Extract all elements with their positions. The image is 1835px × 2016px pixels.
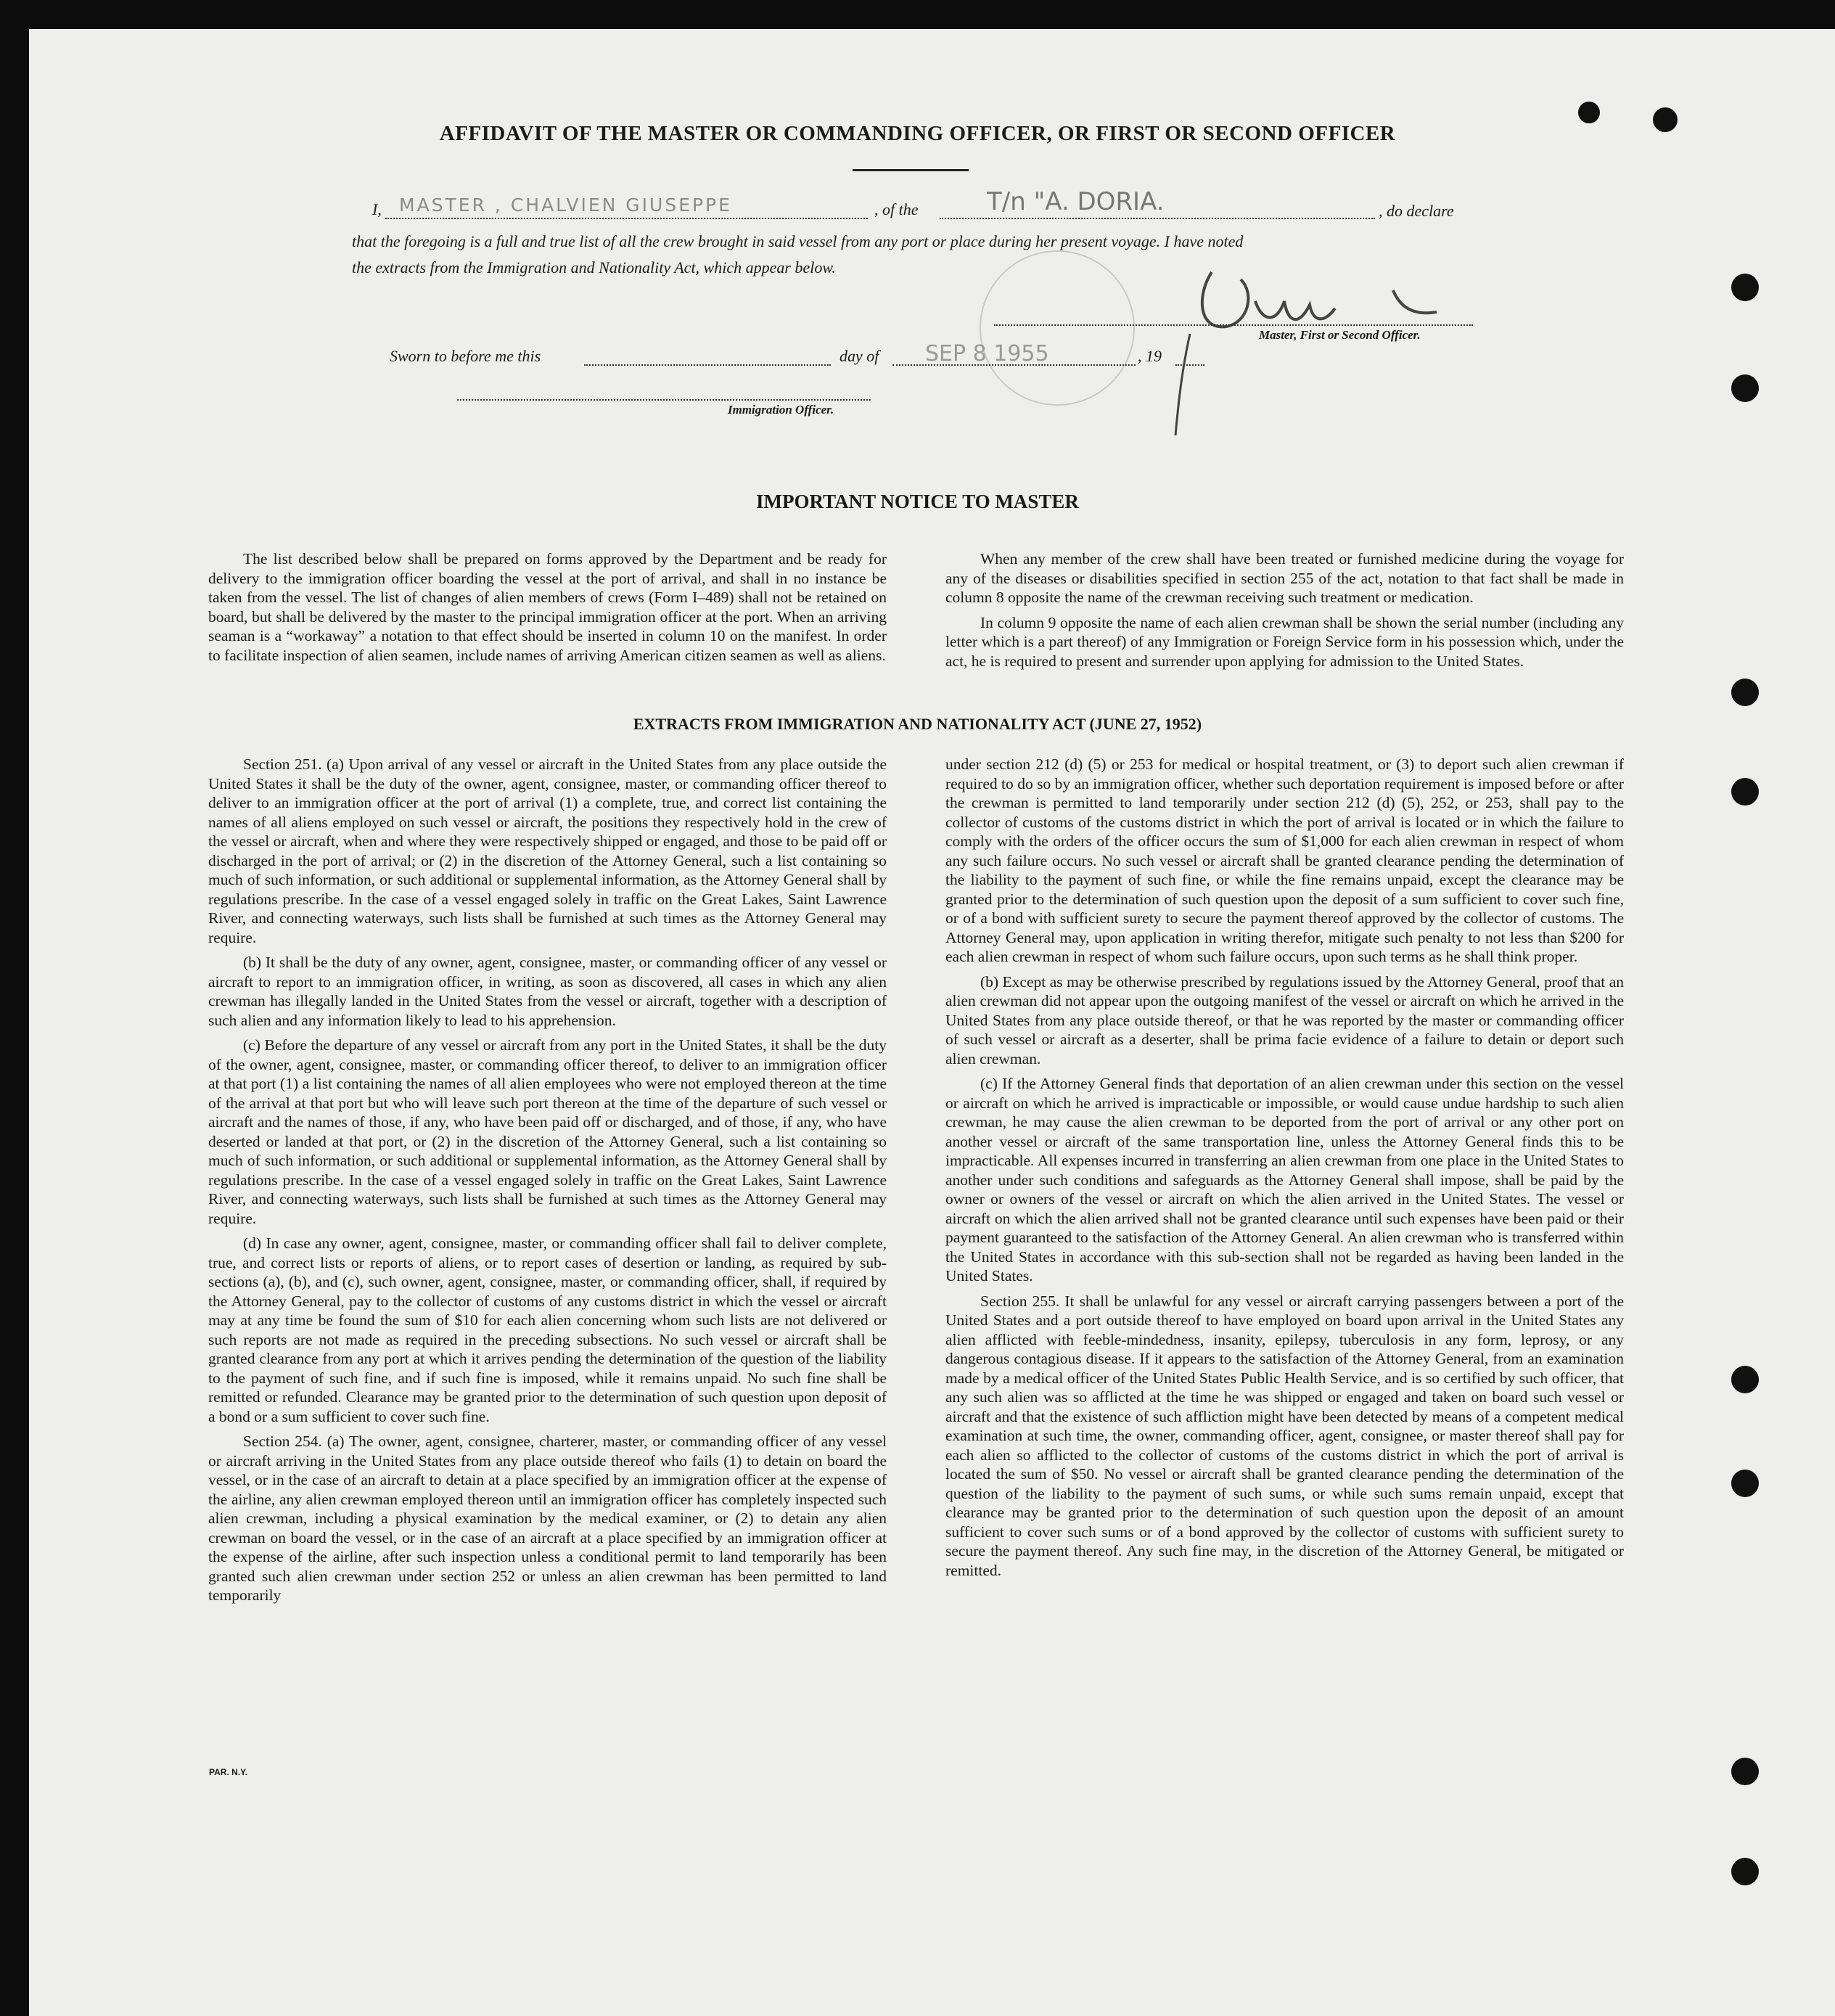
section-255: Section 255. It shall be unlawful for any vessel or aircraft carrying passengers between a port of the United States and a port outside thereof to have employed on board upon arrival in the United States any alien afflicted with feeble-mindedness, insanity, epilepsy, tuberculosis in any form, leprosy, or any dangerous contagious disease. If it appears to the satisfaction of the Attorney General, from an examination made by a medical officer of the United States Public Health Service, and is so certified by such officer, that any such alien was so afflicted at the time he was shipped or engaged and taken on board such vessel or aircraft and that the existence of such affliction might have been detected by means of a competent medical examination at such time, the owner, commanding officer, agent, consignee, or master thereof shall pay for each alien so afflicted to the collector of customs of the customs district in which the port of arrival is located the sum of $50. No vessel or aircraft shall be granted clearance pending the determination of the question of the liability to the payment of such sums, or while such sums remain unpaid, except that clearance may be granted prior to the determination of such question upon the deposit of an amount sufficient to cover such sums or of a bond approved by the collector of customs with sufficient surety to secure the payment thereof. Any such fine may, in the discretion of the Attorney General, be mitigated or remitted.: [945, 1292, 1624, 1579]
signature-line: [994, 324, 1473, 326]
notice-left-column: [208, 549, 887, 671]
extracts-title: EXTRACTS FROM IMMIGRATION AND NATIONALITY ACT (JUNE 27, 1952): [633, 715, 1202, 733]
punch-hole: [1731, 679, 1759, 706]
of-the-label: , of the: [874, 200, 919, 218]
declaration-prefix: I,: [372, 200, 382, 218]
notice-right-paragraph-1: When any member of the crew shall have been treated or furnished medicine during the voyage for any of the diseases or disabilities specified in section 255 of the act, notation to that fact shall be made in column 8 opposite the name of the crewman receiving such treatment or medication.: [945, 550, 1624, 606]
section-251-d: (d) In case any owner, agent, consignee, master, or commanding officer shall fail to deliver complete, true, and correct lists or reports of aliens, or to report cases of desertion or landing, as required by sub-sections (a), (b), and (c), such owner, agent, consignee, master, or commanding officer, shall, if required by the Attorney General, pay to the collector of customs of any customs district in which the vessel or aircraft may at any time be found the sum of $10 for each alien concerning whom such lists are not delivered or such reports are not made as required in the preceding subsections. No such vessel or aircraft shall be granted clearance from any port at which it arrives pending the determination of the question of the liability to the payment of such fine, and if such fine is imposed, while it remains unpaid. No such fine shall be remitted or refunded. Clearance may be granted prior to the determination of such question upon deposit of a bond or a sum sufficient to cover such fine.: [208, 1234, 887, 1425]
extracts-left-column: [208, 755, 887, 1611]
section-251-a: Section 251. (a) Upon arrival of any vessel or aircraft in the United States from any place outside the United States it shall be the duty of the owner, agent, consignee, master, or commanding officer thereof to deliver to an immigration officer at the port of arrival (1) a complete, true, and correct list containing the names of all aliens employed on such vessel or aircraft, the positions they respectively hold in the crew of the vessel or aircraft, when and where they were respectively shipped or engaged, and those to be paid off or discharged in the port of arrival; or (2) in the discretion of the Attorney General, such a list containing so much of such information, or such additional or supplemental information, as the Attorney General shall by regulations prescribe. In the case of a vessel engaged solely in traffic on the Great Lakes, Saint Lawrence River, and connecting waterways, such lists shall be furnished at such times as the Attorney General may require.: [208, 755, 887, 946]
vessel-handwritten: T/n "A. DORIA.: [987, 187, 1165, 216]
declaration-line-2: that the foregoing is a full and true list of all the crew brought in said vessel from any port or place during her present voyage. I have noted: [352, 232, 1244, 250]
section-254-c: (c) If the Attorney General finds that deportation of an alien crewman under this section on the vessel or aircraft on which he arrived is impracticable or impossible, or would cause undue hardship to such alien crewman, he may cause the alien crewman to be deported from the port of arrival or any other port on another vessel or aircraft of the same transportation line, unless the Attorney General finds this to be impracticable. All expenses incurred in transferring an alien crewman from one place in the United States to another under such conditions and safeguards as the Attorney General shall impose, shall be paid by the owner or owners of the vessel or aircraft on which the alien arrived in the United States. The vessel or aircraft on which the alien arrived shall not be granted clearance until such expenses have been paid or their payment guaranteed to the satisfaction of the Attorney General. An alien crewman who is transferred within the United States in accordance with this sub-section shall not be regarded as having been landed in the United States.: [945, 1075, 1624, 1284]
section-254-a: Section 254. (a) The owner, agent, consignee, charterer, master, or commanding officer of any vessel or aircraft arriving in the United States from any place outside thereof who fails (1) to detain on board the vessel, or in the case of an aircraft to detain at a place specified by an immigration officer at the expense of the airline, any alien crewman employed thereon until an immigration officer has completely inspected such alien crewman, including a physical examination by the medical examiner, or (2) to detain any alien crewman on board the vessel, or in the case of an aircraft at a place specified by an immigration officer at the expense of the airline, after such inspection unless a conditional permit to land temporarily has been granted such alien crewman under section 252 or unless an alien crewman has been permitted to land temporarily: [208, 1433, 887, 1604]
title-divider: [853, 169, 969, 171]
punch-hole: [1731, 778, 1759, 806]
printer-mark: PAR. N.Y.: [209, 1767, 248, 1777]
punch-hole: [1731, 274, 1759, 301]
section-251-b: (b) It shall be the duty of any owner, agent, consignee, master, or commanding officer of any vessel or aircraft to report to an immigration officer, in writing, as soon as discovered, all cases in which any alien crewman has illegally landed in the United States from the vessel or aircraft, together with a description of such alien and any information likely to lead to his apprehension.: [208, 954, 887, 1029]
signature-caption: Master, First or Second Officer.: [1259, 328, 1421, 342]
do-declare-label: , do declare: [1379, 202, 1454, 220]
immigration-officer-line: [457, 399, 871, 401]
day-of-label: day of: [839, 347, 879, 365]
section-254-b: (b) Except as may be otherwise prescribed by regulations issued by the Attorney General, proof that an alien crewman did not appear upon the outgoing manifest of the vessel or aircraft on which he arrived in the United States from any place outside thereof, or that he was reported by the master or commanding officer of such vessel or aircraft as a deserter, shall be prima facie evidence of a failure to detain or deport such alien crewman.: [945, 972, 1624, 1068]
affidavit-title: AFFIDAVIT OF THE MASTER OR COMMANDING OFFICER, OR FIRST OR SECOND OFFICER: [439, 122, 1396, 145]
extracts-right-column: [945, 755, 1624, 1586]
section-251-c: (c) Before the departure of any vessel or aircraft from any port in the United States, it shall be the duty of the owner, agent, consignee, master, or commanding officer thereof, to deliver to an immigration officer at that port (1) a list containing the names of all alien employees who were not employed thereon at the time of the arrival at that port but who will leave such port thereon at the time of the departure of such vessel or aircraft and the names of those, if any, who have been paid off or discharged, and of those, if any, who have deserted or landed at that port, or (2) in the discretion of the Attorney General, such a list containing so much of such information, or such additional or supplemental information, as the Attorney General shall by regulations prescribe. In the case of a vessel engaged solely in traffic on the Great Lakes, Saint Lawrence River, and connecting waterways, such lists shall be furnished at such times as the Attorney General may require.: [208, 1036, 887, 1227]
sworn-text: Sworn to before me this: [390, 347, 541, 365]
punch-hole: [1731, 1366, 1759, 1393]
notice-left-paragraph: The list described below shall be prepared on forms approved by the Department and be ready for delivery to the immigration officer boarding the vessel at the port of arrival, and shall in no instance be taken from the vessel. The list of changes of alien members of crews (Form I–489) shall not be retained on board, but shall be delivered by the master to the principal immigration officer at the port. When an arriving seaman is a “workaway” a notation to that effect should be inserted in column 10 on the manifest. In order to facilitate inspection of alien seamen, include names of arriving American citizen seamen as well as aliens.: [208, 550, 887, 664]
punch-hole: [1653, 107, 1678, 132]
notice-title: IMPORTANT NOTICE TO MASTER: [756, 491, 1079, 512]
immigration-officer-caption: Immigration Officer.: [728, 403, 834, 417]
punch-hole: [1731, 1758, 1759, 1785]
sworn-day-field: [584, 347, 831, 366]
declarant-handwritten: MASTER , CHALVIEN GIUSEPPE: [399, 194, 732, 216]
official-stamp: [980, 250, 1135, 406]
year-field: [1175, 347, 1204, 366]
punch-hole: [1731, 374, 1759, 402]
notice-right-paragraph-2: In column 9 opposite the name of each alien crewman shall be shown the serial number (including any letter which is a part thereof) of any Immigration or Foreign Service form in his possession which, under the act, he is required to present and surrender upon applying for admission to the United States.: [945, 613, 1624, 670]
date-stamp: SEP 8 1955: [925, 341, 1049, 366]
punch-hole: [1578, 102, 1600, 123]
declaration-line-3: the extracts from the Immigration and Nationality Act, which appear below.: [352, 258, 836, 276]
year-prefix: , 19: [1138, 347, 1162, 365]
punch-hole: [1731, 1858, 1759, 1885]
section-254-a-continued: under section 212 (d) (5) or 253 for medical or hospital treatment, or (3) to deport such alien crewman if required to do so by an immigration officer, whether such deportation requirement is imposed before or after the crewman is permitted to land temporarily under section 212 (d) (5), 252, or 253, shall pay to the collector of customs of the customs district in which the port of arrival is located or in which the failure to comply with the orders of the officer occurs the sum of $1,000 for each alien crewman in respect of whom any such failure occurs. No such vessel or aircraft shall be granted clearance pending the determination of the liability to the payment of such fine, or while the fine remains unpaid, except the clearance may be granted prior to the determination of such question upon the deposit of a sum sufficient to cover such fine, or of a bond with sufficient surety to secure the payment thereof approved by the collector of customs. The Attorney General may, upon application in writing therefor, mitigate such penalty to not less than $200 for each alien crewman in respect of whom such failure occurs, upon such terms as he shall think proper.: [945, 755, 1624, 965]
notice-right-column: [945, 549, 1624, 676]
punch-hole: [1731, 1470, 1759, 1497]
